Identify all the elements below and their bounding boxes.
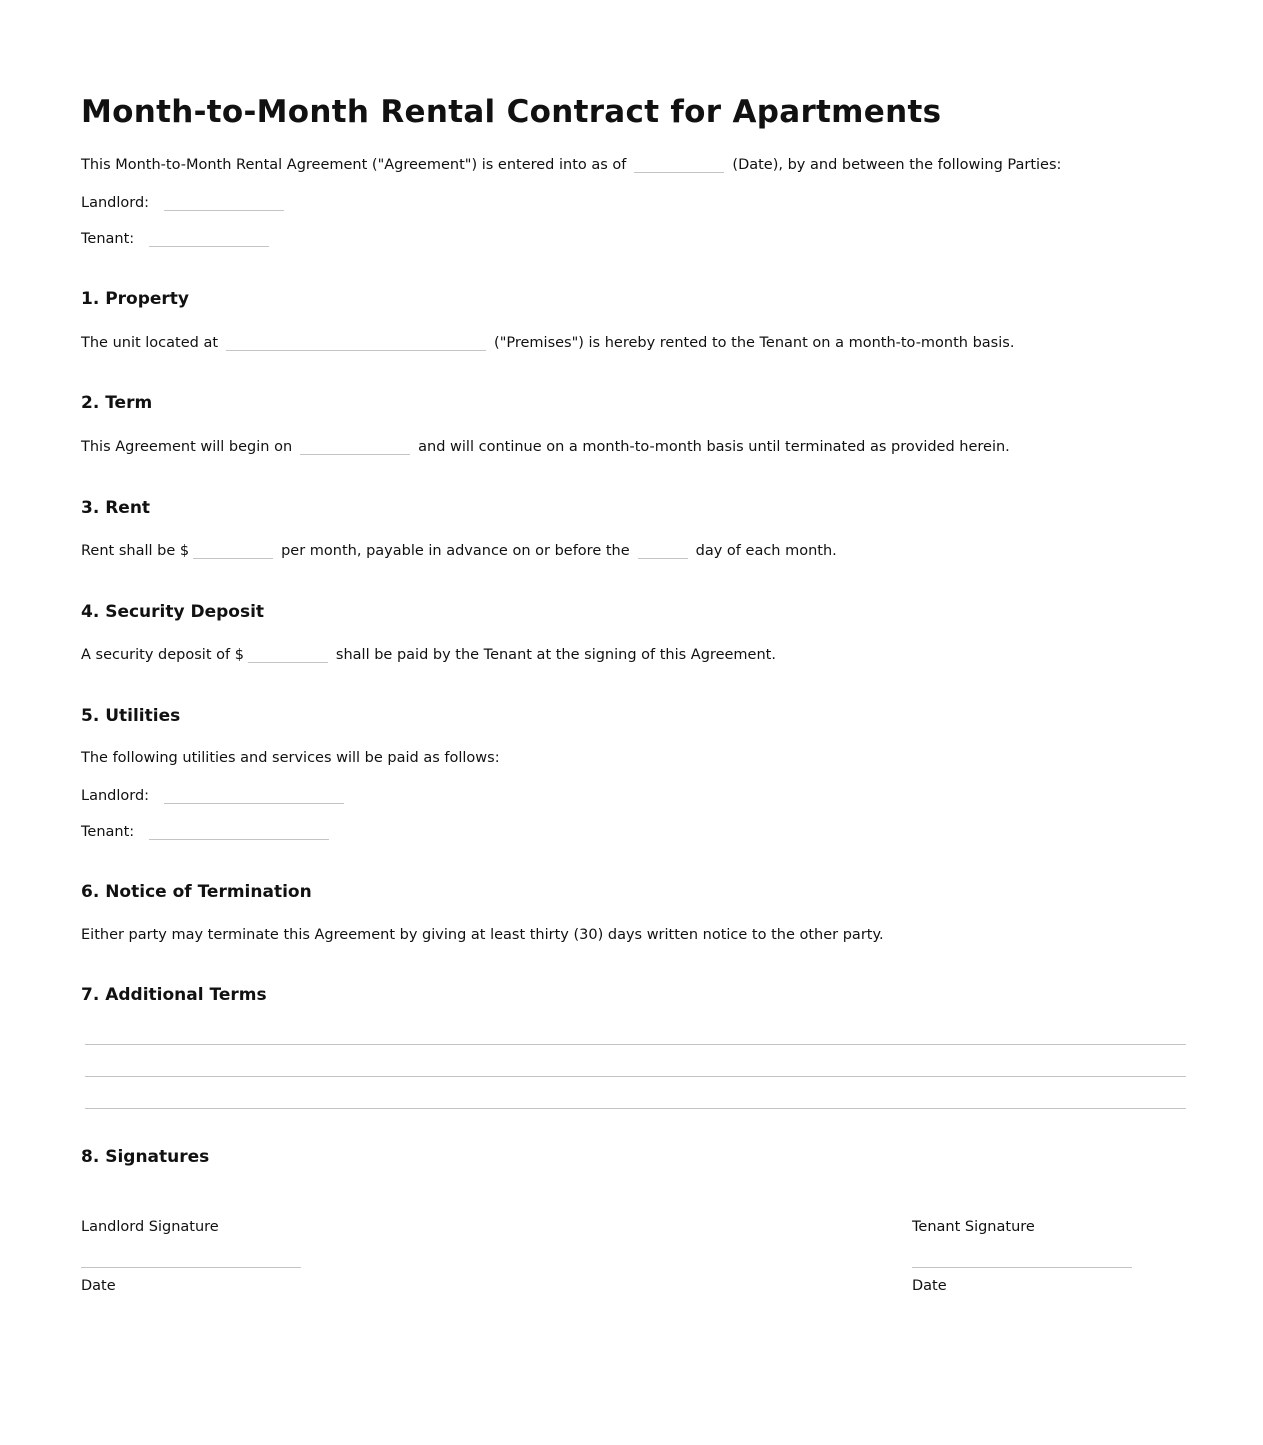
section-heading-deposit: 4. Security Deposit	[81, 602, 265, 622]
tenant-row: Tenant:	[81, 229, 277, 249]
utilities-tenant-field[interactable]	[149, 825, 329, 840]
additional-terms-line-3[interactable]	[85, 1108, 1186, 1109]
page-title: Month-to-Month Rental Contract for Apartments	[81, 94, 942, 130]
utilities-tenant-row: Tenant:	[81, 822, 337, 842]
tenant-signature-label: Tenant Signature	[912, 1219, 1035, 1235]
deposit-amount-field[interactable]	[248, 648, 328, 663]
due-day-field[interactable]	[638, 544, 688, 559]
section-heading-property: 1. Property	[81, 289, 190, 309]
landlord-row: Landlord:	[81, 193, 292, 213]
utilities-paragraph: The following utilities and services will be paid as follows:	[81, 750, 500, 766]
date-field[interactable]	[634, 158, 724, 173]
section-heading-term: 2. Term	[81, 393, 153, 413]
property-address-field[interactable]	[226, 336, 486, 351]
section-heading-additional-terms: 7. Additional Terms	[81, 985, 267, 1005]
additional-terms-line-1[interactable]	[85, 1044, 1186, 1045]
deposit-paragraph: A security deposit of $ shall be paid by the Tenant at the signing of this Agreement.	[81, 647, 776, 663]
landlord-signature-line[interactable]	[81, 1267, 301, 1268]
landlord-name-field[interactable]	[164, 196, 284, 211]
section-heading-rent: 3. Rent	[81, 498, 151, 518]
landlord-signature-label: Landlord Signature	[81, 1219, 219, 1235]
tenant-signature-line[interactable]	[912, 1267, 1132, 1268]
term-paragraph: This Agreement will begin on and will continue on a month-to-month basis until terminated as provided herein.	[81, 439, 1010, 455]
section-heading-utilities: 5. Utilities	[81, 706, 181, 726]
tenant-name-field[interactable]	[149, 232, 269, 247]
tenant-date-label: Date	[912, 1278, 947, 1294]
intro-paragraph: This Month-to-Month Rental Agreement ("Agreement") is entered into as of (Date), by and between the following Parties:	[81, 157, 1062, 173]
rent-paragraph: Rent shall be $ per month, payable in advance on or before the day of each month.	[81, 543, 837, 559]
start-date-field[interactable]	[300, 440, 410, 455]
utilities-landlord-row: Landlord:	[81, 786, 352, 806]
landlord-date-label: Date	[81, 1278, 116, 1294]
utilities-landlord-field[interactable]	[164, 789, 344, 804]
section-heading-termination: 6. Notice of Termination	[81, 882, 312, 902]
rent-amount-field[interactable]	[193, 544, 273, 559]
additional-terms-line-2[interactable]	[85, 1076, 1186, 1077]
property-paragraph: The unit located at ("Premises") is hereby rented to the Tenant on a month-to-month basis.	[81, 335, 1015, 351]
section-heading-signatures: 8. Signatures	[81, 1147, 210, 1167]
termination-paragraph: Either party may terminate this Agreement by giving at least thirty (30) days written notice to the other party.	[81, 927, 884, 943]
